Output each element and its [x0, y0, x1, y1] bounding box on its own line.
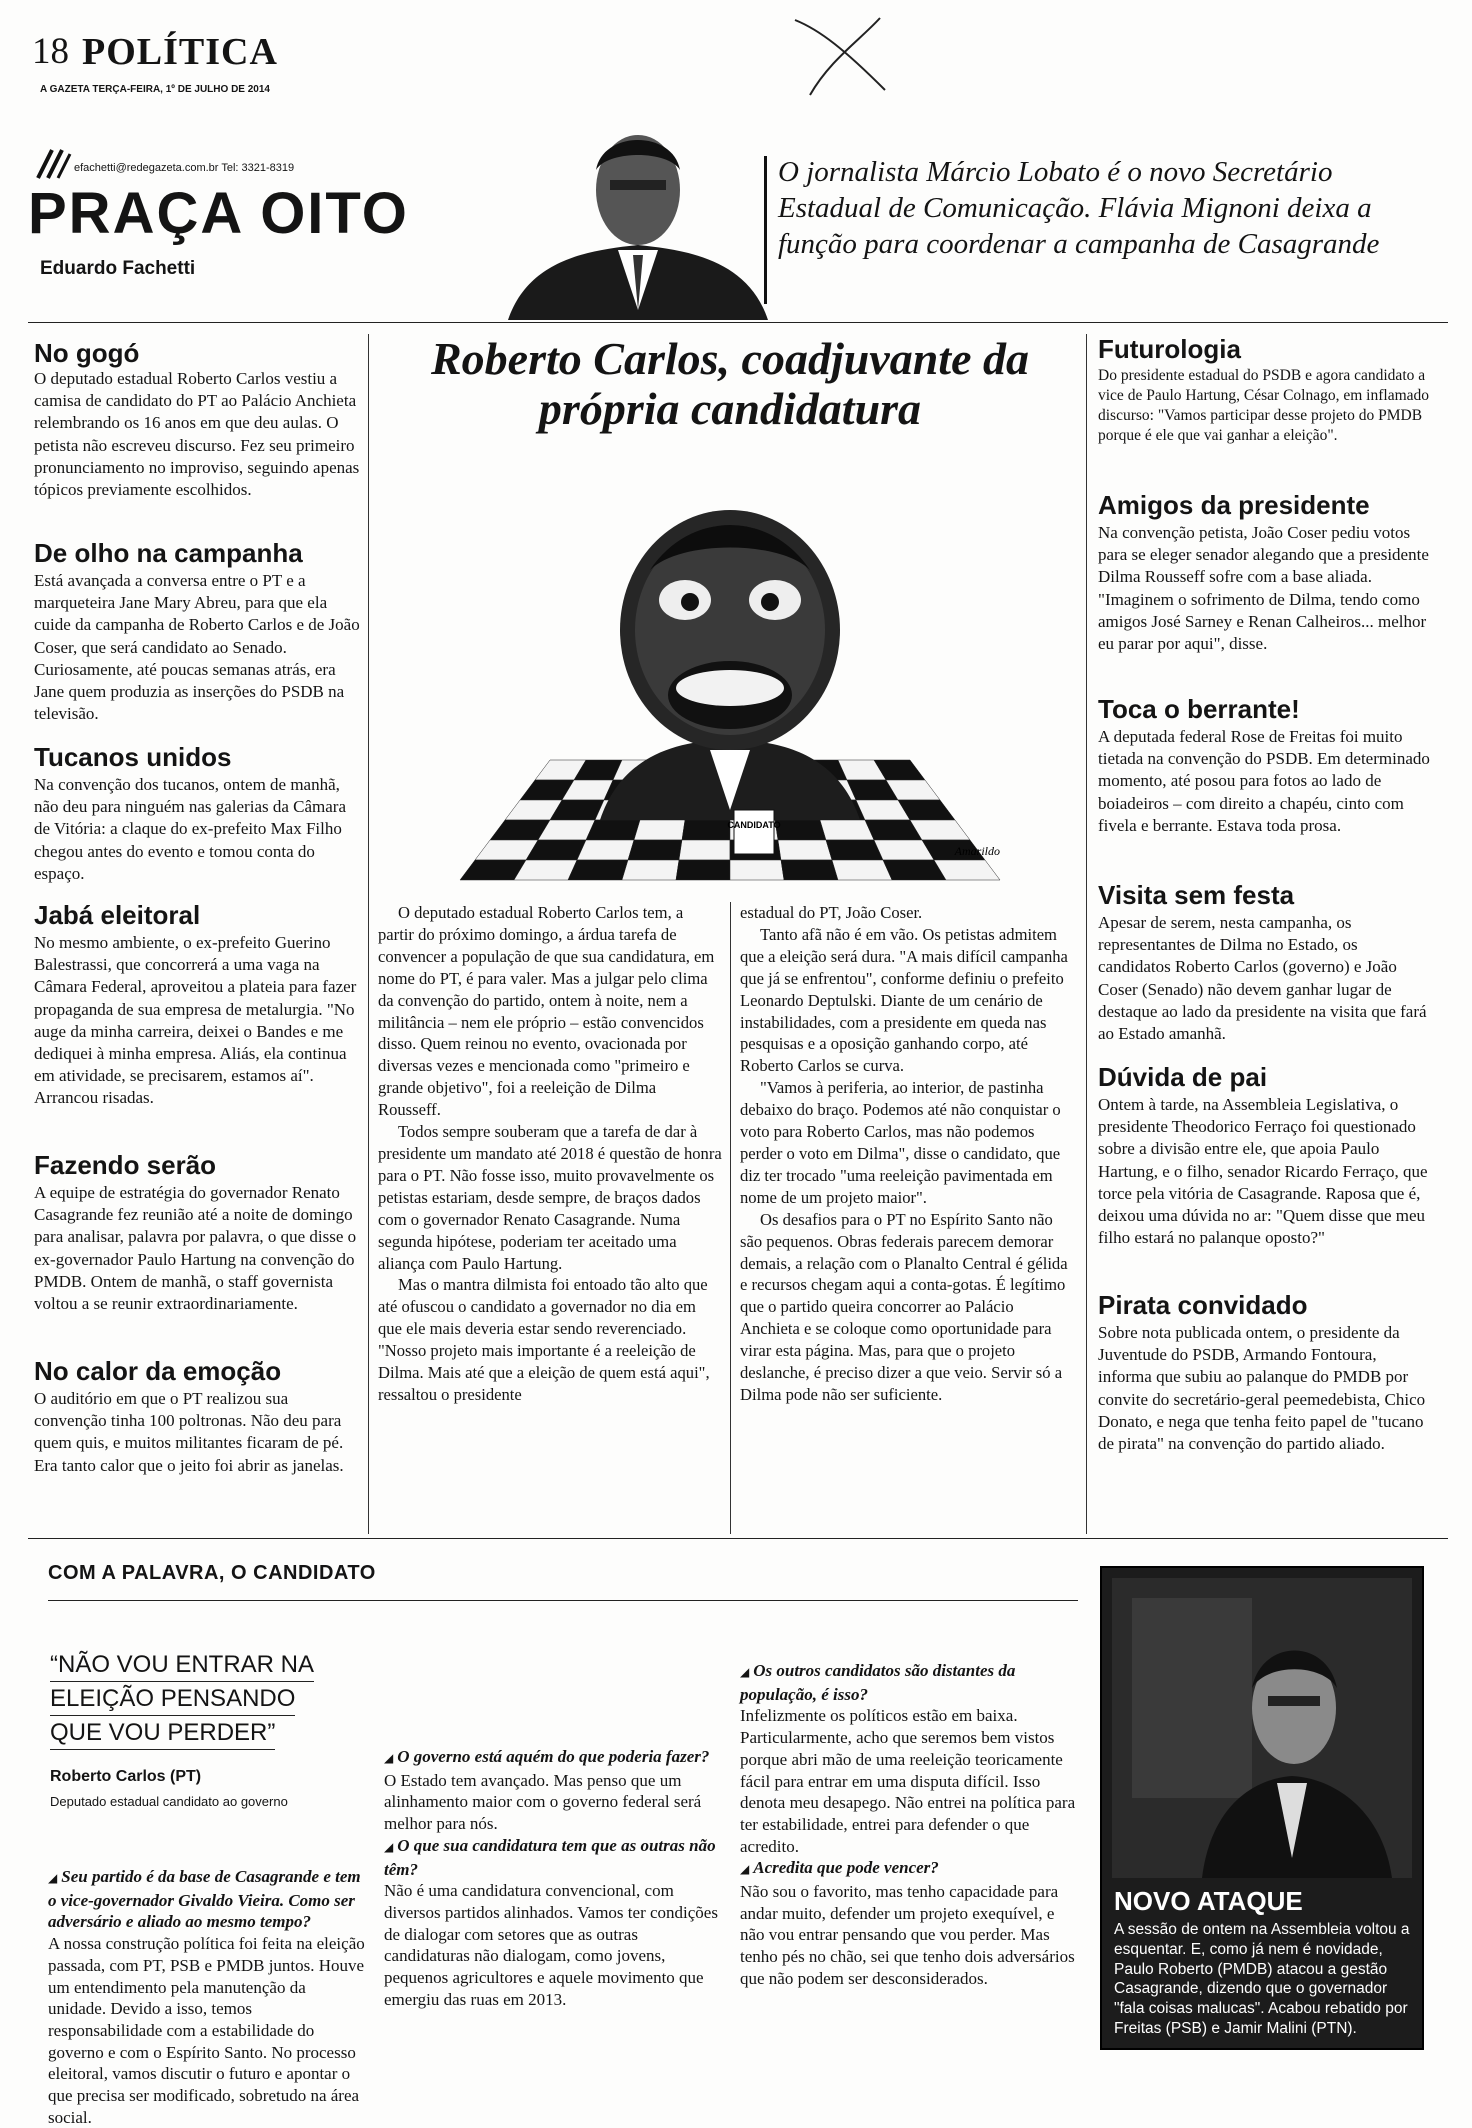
chessboard-square [826, 840, 883, 860]
novo-ataque-box [1100, 1566, 1424, 2050]
note-title: No calor da emoção [34, 1356, 282, 1386]
note-body: Na convenção petista, João Coser pediu votos para se eleger senador alegando que a presidente Dilma Rousseff sofre com a base aliada. "Imaginem o sofrimento de Dilma, tendo como amigos José Sarney e Renan Calheiros... melhor eu parar por aqui", disse. [1098, 523, 1429, 654]
header-rule [28, 322, 1448, 323]
chessboard-square [820, 820, 874, 840]
note-title: Visita sem festa [1098, 880, 1295, 910]
question-marker-icon: ◢ [384, 1839, 394, 1854]
note-body: Do presidente estadual do PSDB e agora candidato a vice de Paulo Hartung, César Colnago, em inflamado discurso: "Vamos participar desse projeto do PMDB porque é ele que vai ganhar a eleição". [1098, 367, 1430, 444]
column-header [28, 120, 1448, 320]
story-column-rule [730, 902, 731, 1534]
story-paragraph: estadual do PT, João Coser. [740, 903, 923, 922]
box-text: A sessão de ontem na Assembleia voltou a esquentar. E, como já nem é novidade, Paulo Roberto (PMDB) atacou a gestão Casagrande, dizendo que o governador "fala coisas malucas". Acabou rebatido por Freitas (PSB) e Jamir Malini (PTN). [1114, 1921, 1410, 2037]
note-title: No gogó [34, 338, 140, 368]
interview-question: ◢ Acredita que pode vencer? [740, 1858, 939, 1878]
chessboard-square [634, 820, 685, 840]
note-body: Sobre nota publicada ontem, o presidente da Juventude do PSDB, Armando Fontoura, informa que subiu ao palanque do PMDB por convite do secretário-geral peemedebista, Chico Donato, e nega que tenha feito papel de "tucano de pirata" na convenção do partido aliado. [1098, 1323, 1426, 1454]
interview-label: COM A PALAVRA, O CANDIDATO [48, 1562, 376, 1584]
chessboard-square [577, 840, 634, 860]
interview-question: ◢ O que sua candidatura tem que as outras não têm? [384, 1835, 716, 1879]
dateline: A GAZETA TERÇA-FEIRA, 1º DE JULHO DE 2014 [40, 84, 270, 95]
question-marker-icon: ◢ [48, 1871, 58, 1885]
note-title: Dúvida de pai [1098, 1062, 1268, 1092]
story-paragraph: "Vamos à periferia, ao interior, de pastinha debaixo do braço. Podemos até não conquistar o voto para Roberto Carlos, mas não podemos perder o voto em Dilma", disse o candidato, que diz ter trocado "uma reeleição pavimentada em nome de um projeto maior". [740, 1078, 1061, 1207]
interview-answer: Não sou o favorito, mas tenho capacidade para andar muito, defender um projeto exequível, e não vou entrar pensando que vou perder. Mas tenho pés no chão, sei que tenho dois adversários que não podem ser desconsiderados. [740, 1882, 1075, 1988]
cartoon-label: CANDIDATO [727, 820, 781, 830]
column-rule-left [368, 334, 369, 1534]
note-body: Ontem à tarde, na Assembleia Legislativa, o presidente Theodorico Ferraço foi questionado sobre a divisão entre ele, que apoia Paulo Hartung, e o filho, senador Ricardo Ferraço, que torce pela vitória de Casagrande. Raposa que é, deixou uma dúvida no ar: "Quem disse que meu filho estará no palanque oposto?" [1098, 1095, 1428, 1248]
note-title: Futurologia [1098, 334, 1241, 364]
story-column-1 [378, 902, 722, 1406]
chessboard-square [781, 860, 838, 880]
interview-question: ◢ Seu partido é da base de Casagrande e tem o vice-governador Givaldo Vieira. Como ser adversário e aliado ao mesmo tempo? [48, 1867, 361, 1932]
column-rule-right [1086, 334, 1087, 1534]
note-body: A deputada federal Rose de Freitas foi muito tietada na convenção do PSDB. Em determinado momento, até posou para fotos ao lado de boiadeiros – com direito a chapéu, cinto com fivela e berrante. Estava toda prosa. [1098, 727, 1430, 835]
pull-quote-line: QUE VOU PERDER” [50, 1716, 275, 1750]
chessboard-square [682, 820, 730, 840]
story-column-2 [740, 902, 1076, 1406]
note-title: Jabá eleitoral [34, 900, 201, 930]
chessboard-square [832, 860, 892, 880]
note-title: Toca o berrante! [1098, 694, 1300, 724]
story-paragraph: Os desafios para o PT no Espírito Santo não são pequenos. Obras federais parecem demorar demais, a relação com o Planalto Central é gélida e recursos chegam aqui a conta-gotas. É legítimo que o partido queira concorrer ao Palácio Anchieta e se coloque como oportunidade para virar esta página. Mas, para que o projeto deslanche, é preciso dizer a que veio. Servir só a Dilma pode não ser suficiente. [740, 1209, 1068, 1404]
interview-answer: O Estado tem avançado. Mas penso que um alinhamento maior com o governo federal será melhor para nós. [384, 1770, 702, 1834]
box-title: NOVO ATAQUE [1114, 1886, 1303, 1916]
note-body: O auditório em que o PT realizou sua convenção tinha 100 poltronas. Não deu para quem quis, e muitos militantes ficaram de pé. Era tanto calor que o jeito foi abrir as janelas. [34, 1389, 344, 1475]
chessboard-square [775, 820, 826, 840]
chessboard-square [676, 860, 730, 880]
candidate-cartoon [440, 460, 1020, 900]
chessboard-square [778, 840, 832, 860]
note-body: O deputado estadual Roberto Carlos vestiu a camisa de candidato do PT ao Palácio Anchieta relembrando os 16 anos em que deu aulas. O petista não escreveu discurso. Fez seu primeiro pronunciamento no improviso, seguindo apenas tópicos previamente escolhidos. [34, 369, 360, 500]
note-title: Pirata convidado [1098, 1290, 1308, 1320]
interviewee-name: Roberto Carlos (PT) [50, 1768, 202, 1785]
interview-pull-quote [50, 1648, 350, 1750]
pull-quote-line: ELEIÇÃO PENSANDO [50, 1682, 295, 1716]
note-body: No mesmo ambiente, o ex-prefeito Guerino Balestrassi, que concorrerá a uma vaga na Câmara Federal, aproveitou a plateia para fazer propaganda de sua empresa de metalurgia. "No auge da minha carreira, deixei o Bandes e me dediquei à minha empresa. Aliás, ela continua em atividade, se precisarem, estamos aí". Arrancou risadas. [34, 933, 357, 1108]
question-marker-icon: ◢ [740, 1665, 750, 1679]
story-paragraph: Todos sempre souberam que a tarefa de dar à presidente um mandato até 2018 é questão de honra para o PT. Não fosse isso, muito provavelmente os petistas estariam, desde sempre, de braços dados com o governador Renato Casagrande. Numa segunda hipótese, poderiam ter aceitado uma aliança com Paulo Hartung. [378, 1122, 722, 1273]
pull-quote-line: “NÃO VOU ENTRAR NA [50, 1648, 314, 1682]
note-body: Na convenção dos tucanos, ontem de manhã, não deu para ninguém nas galerias da Câmara de Vitória: a claque do ex-prefeito Max Filho chegou antes do evento e tomou conta do espaço. [34, 775, 347, 883]
column-slash-logo [34, 144, 74, 182]
page-header [32, 30, 1432, 100]
section-title: POLÍTICA [82, 31, 278, 73]
interviewee-role: Deputado estadual candidato ao governo [50, 1794, 288, 1809]
note-title: Fazendo serão [34, 1150, 217, 1180]
story-paragraph: O deputado estadual Roberto Carlos tem, a partir do próximo domingo, a árdua tarefa de convencer a população de que sua candidatura, em nome do PT, é para valer. Mas a julgar pelo clima da convenção do partido, ontem à noite, nem a militância – nem ele próprio – estão convencidos disso. Quem reinou no evento, ovacionada por diversas vezes e mencionada como "primeiro e grande objetivo", foi a reeleição de Dilma Rousseff. [378, 903, 715, 1120]
interview-label-rule [48, 1600, 1078, 1601]
interview-answer: Não é uma candidatura convencional, com diversos partidos alinhados. Vamos ter condições de dialogar com setores que as outras candidaturas não dialogam, como jovens, pequenos agricultores e aquele movimento que emergiu das ruas em 2013. [384, 1881, 718, 2009]
column-contact: efachetti@redegazeta.com.br Tel: 3321-8319 [74, 162, 295, 174]
interview-question: ◢ Os outros candidatos são distantes da população, é isso? [740, 1661, 1016, 1704]
question-marker-icon: ◢ [740, 1862, 750, 1877]
column-author: Eduardo Fachetti [40, 258, 196, 279]
interview-question: ◢ O governo está aquém do que poderia fazer? [384, 1747, 710, 1766]
interview-column-3 [740, 1660, 1080, 1990]
page-number: 18 [32, 31, 69, 72]
box-photo [1112, 1578, 1412, 1878]
cartoon-signature: Amarildo [954, 844, 1000, 858]
interview-column-1 [48, 1866, 368, 2128]
note-title: De olho na campanha [34, 538, 303, 568]
chessboard-square [679, 840, 730, 860]
author-photo [488, 110, 788, 320]
question-marker-icon: ◢ [384, 1751, 394, 1765]
chessboard-square [622, 860, 679, 880]
story-paragraph: Mas o mantra dilmista foi entoado tão alto que até ofuscou o candidato a governador no dia em que ele mais deveria estar sendo reverenciado. "Nosso projeto mais importante é a reeleição de Dilma. Mais até que a eleição de quem está aqui", ressaltou o presidente [378, 1275, 710, 1404]
chessboard-square [568, 860, 628, 880]
chessboard-square [586, 820, 640, 840]
interview-answer: A nossa construção política foi feita na eleição passada, com PT, PSB e PMDB juntos. Houve um entendimento pela manutenção da unidade. Devido a isso, temos responsabilidade com a estabilidade do governo e com o Espírito Santo. No processo eleitoral, vamos discutir o futuro e apontar o que precisa ser modificado, sobretudo na área social. [48, 1934, 365, 2127]
note-title: Tucanos unidos [34, 742, 232, 772]
interview-answer-continued [384, 1616, 724, 1746]
note-body: Está avançada a conversa entre o PT e a marqueteira Jane Mary Abreu, para que ela cuide da campanha de Roberto Carlos e de João Coser, que será candidato ao Senado. Curiosamente, até poucas semanas atrás, era Jane quem produzia as inserções do PSDB na televisão. [34, 571, 360, 724]
interview-rule [28, 1538, 1448, 1539]
chessboard-square [730, 860, 784, 880]
column-name: PRAÇA OITO [28, 181, 409, 246]
interview-column-2 [384, 1616, 724, 2010]
main-headline: Roberto Carlos, coadjuvante da própria candidatura [430, 333, 1030, 434]
note-title: Amigos da presidente [1098, 490, 1370, 520]
note-body: A equipe de estratégia do governador Renato Casagrande fez reunião até a noite de domingo para analisar, palavra por palavra, o que disse o ex-governador Paulo Hartung na convenção do PMDB. Ontem de manhã, o staff governista voltou a se reunir extraordinariamente. [34, 1183, 357, 1314]
candidate-badge [734, 810, 774, 854]
note-body: Apesar de serem, nesta campanha, os representantes de Dilma no Estado, os candidatos Roberto Carlos (governo) e João Coser (Senado) não devem ganhar lugar de destaque ao lado da presidente na visita que fará ao Estado amanhã. [1098, 913, 1427, 1044]
story-paragraph: Tanto afã não é em vão. Os petistas admitem que a eleição será dura. "A mais difícil campanha que já se enfrentou", conforme definiu o prefeito Leonardo Deptulski. Diante de um cenário de instabilidades, com a presidente em queda nas pesquisas e a oposição ganhando corpo, até Roberto Carlos se curva. [740, 924, 1068, 1076]
interview-answer: Infelizmente os políticos estão em baixa. Particularmente, acho que seremos bem vistos porque abri mão de uma reeleição teoricamente fácil para entrar em uma disputa difícil. Isso denota meu desapego. Não entrei na política para ter estabilidade, entrei para defender o que acredito. [740, 1706, 1076, 1856]
column-highlight: O jornalista Márcio Lobato é o novo Secretário Estadual de Comunicação. Flávia Mignoni deixa a função para coordenar a campanha de Casagrande [778, 156, 1380, 260]
header-separator [764, 156, 767, 304]
chessboard-square [628, 840, 682, 860]
